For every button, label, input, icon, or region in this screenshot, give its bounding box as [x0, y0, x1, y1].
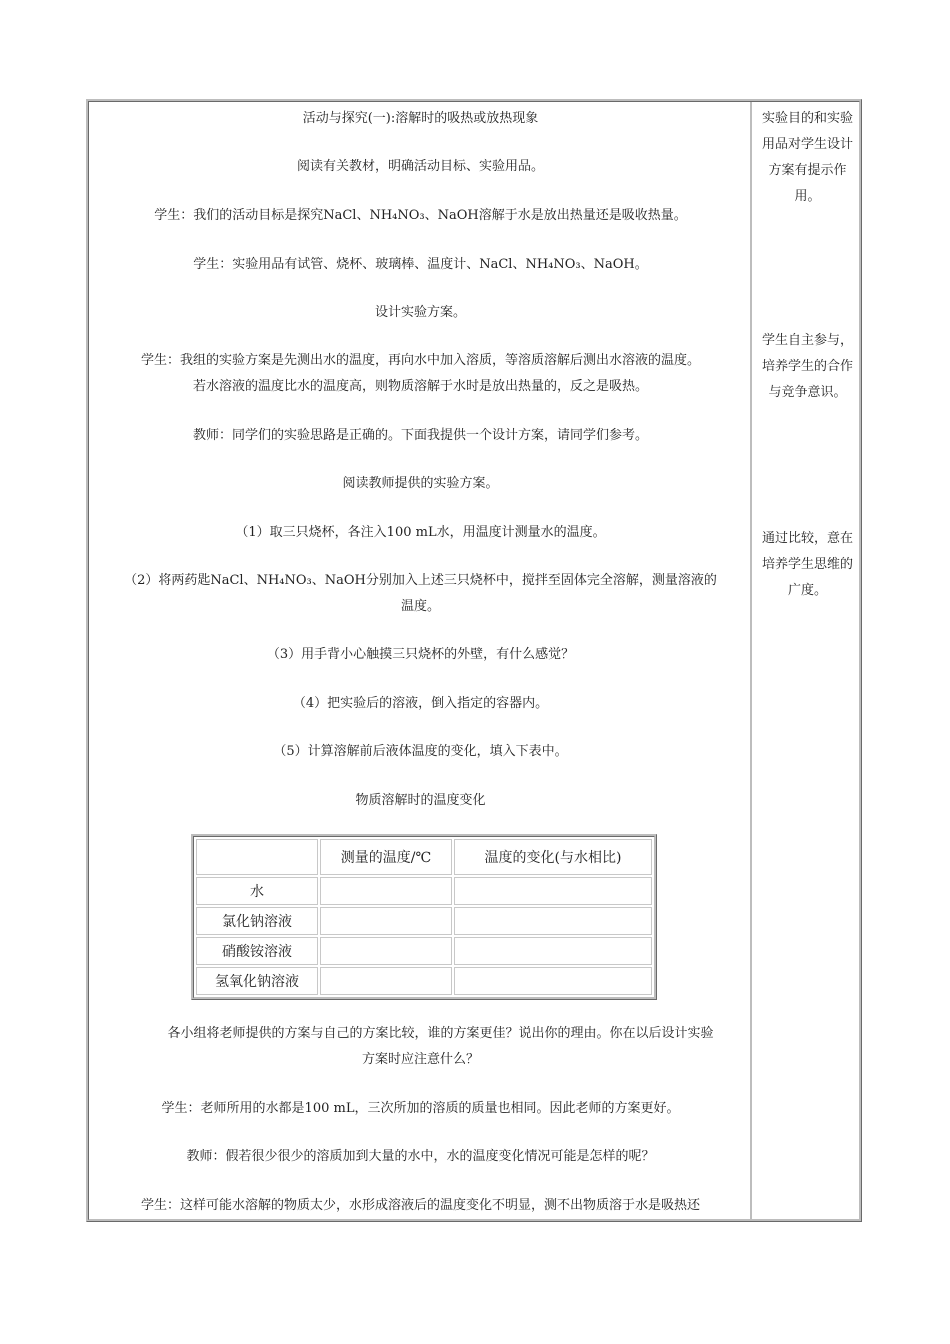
side-note-3-line: 通过比较，意在 [761, 531, 853, 546]
paragraph-design: 设计实验方案。 [374, 305, 466, 320]
step-3: （3）用手背小心触摸三只烧杯的外壁，有什么感觉？ [266, 647, 575, 662]
table-cell [454, 907, 652, 935]
table-header-cell: 温度的变化(与水相比) [454, 839, 652, 875]
side-column [754, 102, 859, 1219]
table-cell [454, 967, 652, 995]
lesson-table [86, 99, 862, 1222]
step-2-line1: （2）将两药匙NaCl、NH₄NO₃、NaOH分别加入上述三只烧杯中，搅拌至固体完全溶解，测量溶液的 [124, 573, 717, 588]
table-title: 物质溶解时的温度变化 [355, 793, 486, 808]
side-note-3-line: 培养学生思维的 [761, 557, 853, 572]
side-note-2-line: 培养学生的合作 [761, 359, 853, 374]
step-4: （4）把实验后的溶液，倒入指定的容器内。 [292, 696, 549, 711]
table-cell: 硝酸铵溶液 [196, 937, 318, 965]
table-row [196, 967, 652, 995]
step-1: （1）取三只烧杯，各注入100 mL水，用温度计测量水的温度。 [235, 525, 606, 540]
paragraph-student3: 学生：老师所用的水都是100 mL，三次所加的溶质的质量也相同。因此老师的方案更好。 [161, 1101, 680, 1116]
paragraph-plan-line2: 若水溶液的温度比水的温度高，则物质溶解于水时是放出热量的，反之是吸热。 [192, 379, 648, 394]
paragraph-read: 阅读有关教材，明确活动目标、实验用品。 [296, 159, 544, 174]
table-cell: 水 [196, 877, 318, 905]
table-header-cell [196, 839, 318, 875]
paragraph-goal: 学生：我们的活动目标是探究NaCl、NH₄NO₃、NaOH溶解于水是放出热量还是吸收热量。 [154, 208, 687, 223]
paragraph-compare-line1: 各小组将老师提供的方案与自己的方案比较，谁的方案更佳？说出你的理由。你在以后设计实验 [167, 1026, 714, 1041]
side-note-1-line: 方案有提示作 [768, 163, 847, 178]
paragraph-teacher1: 教师：同学们的实验思路是正确的。下面我提供一个设计方案，请同学们参考。 [192, 428, 648, 443]
side-note-1-line: 用。 [794, 189, 821, 204]
side-note-3-line: 广度。 [787, 583, 827, 598]
table-cell: 氯化钠溶液 [196, 907, 318, 935]
main-column [89, 102, 752, 1219]
table-row [196, 907, 652, 935]
side-note-2-line: 与竞争意识。 [768, 385, 847, 400]
step-2-line2: 温度。 [400, 599, 440, 614]
table-cell [320, 907, 452, 935]
table-header-cell: 测量的温度/℃ [320, 839, 452, 875]
section-title: 活动与探究(一):溶解时的吸热或放热现象 [302, 111, 539, 126]
table-row [196, 877, 652, 905]
table-row [196, 937, 652, 965]
temperature-table [191, 834, 657, 1000]
table-cell [320, 877, 452, 905]
table-cell: 氢氧化钠溶液 [196, 967, 318, 995]
side-note-1-line: 实验目的和实验 [761, 111, 853, 126]
paragraph-compare-line2: 方案时应注意什么？ [361, 1052, 479, 1067]
paragraph-read-plan: 阅读教师提供的实验方案。 [342, 476, 499, 491]
table-cell [454, 937, 652, 965]
paragraph-plan-line1: 学生：我组的实验方案是先测出水的温度，再向水中加入溶质，等溶质溶解后测出水溶液的温度。 [140, 353, 700, 368]
table-cell [454, 877, 652, 905]
paragraph-teacher2: 教师：假若很少很少的溶质加到大量的水中，水的温度变化情况可能是怎样的呢？ [186, 1149, 655, 1164]
table-header-row [196, 839, 652, 875]
table-cell [320, 967, 452, 995]
table-cell [320, 937, 452, 965]
paragraph-student4: 学生：这样可能水溶解的物质太少，水形成溶液后的温度变化不明显，测不出物质溶于水是吸热还 [140, 1198, 700, 1213]
side-note-1-line: 用品对学生设计 [761, 137, 853, 152]
paragraph-items: 学生：实验用品有试管、烧杯、玻璃棒、温度计、NaCl、NH₄NO₃、NaOH。 [193, 257, 648, 272]
side-note-2-line: 学生自主参与， [761, 333, 853, 348]
step-5: （5）计算溶解前后液体温度的变化，填入下表中。 [273, 744, 568, 759]
